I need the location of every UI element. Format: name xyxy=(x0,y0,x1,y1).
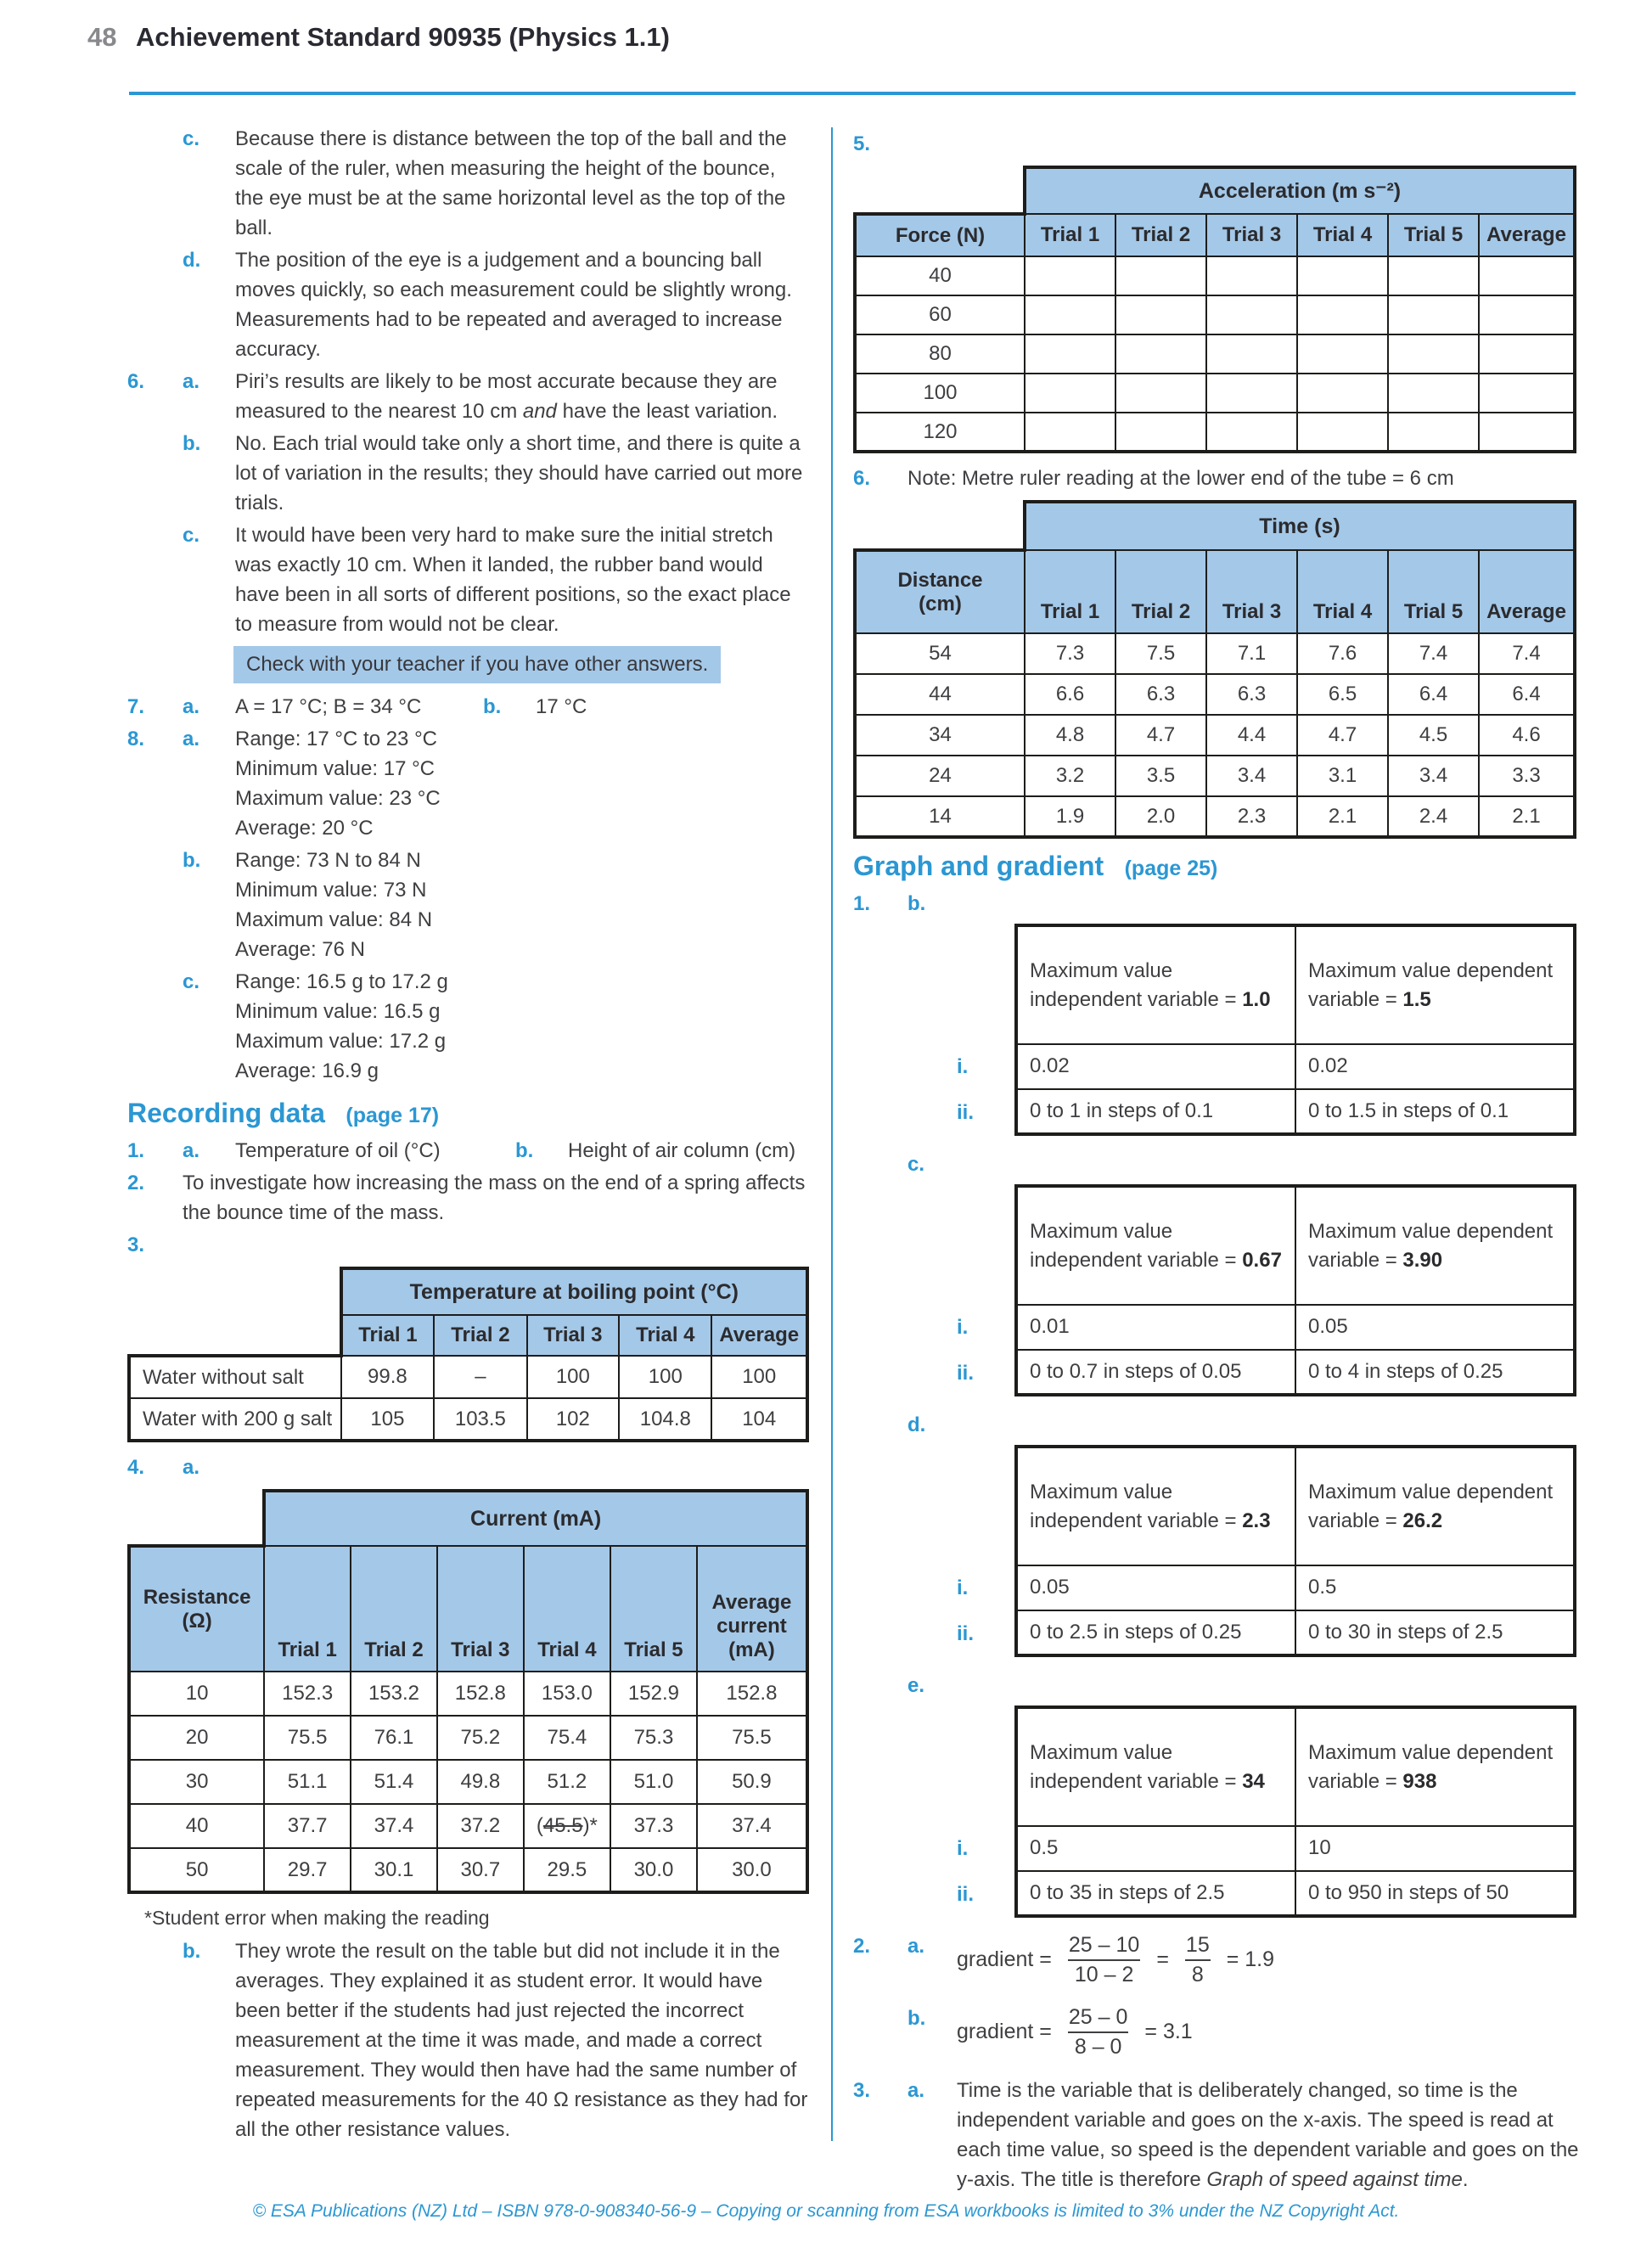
column-header: Trial 5 xyxy=(1388,214,1479,256)
column-header: Trial 5 xyxy=(1388,550,1479,633)
table-cell: 0.01 xyxy=(1016,1305,1295,1349)
table-cell: 6.3 xyxy=(1115,674,1206,715)
table-cell: 10 xyxy=(1295,1826,1575,1870)
column-header: Trial 5 xyxy=(610,1546,697,1672)
column-header: Average current (mA) xyxy=(697,1546,807,1672)
empty-cell xyxy=(1388,374,1479,413)
empty-cell xyxy=(1115,374,1206,413)
section-heading xyxy=(127,1098,809,1129)
empty-cell xyxy=(1479,334,1575,374)
empty-cell xyxy=(1388,334,1479,374)
table-cell: Maximum value independent variable = 34 xyxy=(1016,1707,1295,1826)
table-cell: 153.2 xyxy=(351,1672,437,1716)
table-cell: 2.1 xyxy=(1297,796,1388,837)
row-label: 54 xyxy=(855,633,1025,674)
row-header: Force (N) xyxy=(855,214,1025,256)
time-table xyxy=(853,500,1576,839)
column-divider xyxy=(831,127,833,2141)
answer-item xyxy=(853,1149,1579,1179)
table-footnote: *Student error when making the reading xyxy=(144,1907,490,1929)
answer-item xyxy=(853,464,1579,493)
table-cell: 75.5 xyxy=(264,1716,351,1760)
answer-text: Note: Metre ruler reading at the lower end of the tube = 6 cm xyxy=(907,467,1454,490)
answer-text: Because there is distance between the top of the ball and the scale of the ruler, when measuring the height of the bounce, the eye must be at the same horizontal level as the top of the ball. xyxy=(235,127,787,239)
answer-text: It would have been very hard to make sure the initial stretch was exactly 10 cm. When it landed, the rubber band would have been in all sorts of different positions, so the exact place to measure from would not be clear. xyxy=(235,524,791,636)
answer-text: Time is the variable that is deliberately changed, so time is the independent variable and goes on the x-axis. The speed is read at each time value, so speed is the dependent variable and goes on the y-axis. The title is therefore Graph of speed against time. xyxy=(957,2079,1579,2191)
table-title: Time (s) xyxy=(1025,502,1575,550)
empty-cell xyxy=(1297,374,1388,413)
table-cell: 103.5 xyxy=(434,1398,526,1441)
answer-letter: a. xyxy=(907,2079,925,2102)
table-cell: 0.02 xyxy=(1295,1044,1575,1088)
current-table xyxy=(127,1489,809,1894)
table-cell: 105 xyxy=(341,1398,435,1441)
answer-text: They wrote the result on the table but did not include it in the averages. They explained it as student error. It would have been better if the students had just rejected the incorrect measurement at the time it was made, and made a correct measurement. They would then have had the same number of repeated measurements for the 40 Ω resistance as they had for all the other resistance values. xyxy=(235,1940,808,2141)
empty-cell xyxy=(1479,413,1575,452)
row-label: 120 xyxy=(855,413,1025,452)
table-cell: 4.7 xyxy=(1297,715,1388,756)
answer-item xyxy=(127,724,809,843)
column-header: Average xyxy=(1479,214,1575,256)
row-label: 40 xyxy=(129,1804,264,1848)
answer-letter: a. xyxy=(183,370,200,393)
row-label: 20 xyxy=(129,1716,264,1760)
table-cell: Maximum value independent variable = 2.3 xyxy=(1016,1447,1295,1565)
table-cell: 0.05 xyxy=(1016,1565,1295,1610)
answer-letter: b. xyxy=(183,1940,201,1963)
answer-letter: c. xyxy=(183,524,200,547)
table-cell: 0.05 xyxy=(1295,1305,1575,1349)
empty-cell xyxy=(1206,256,1297,295)
answer-item xyxy=(853,1931,1579,1988)
row-label: 44 xyxy=(855,674,1025,715)
column-header: Average xyxy=(711,1315,807,1356)
empty-cell xyxy=(1025,334,1115,374)
table-cell: 3.4 xyxy=(1206,756,1297,796)
section-heading xyxy=(853,851,1579,882)
table-cell: 7.4 xyxy=(1388,633,1479,674)
table-cell: 0 to 1 in steps of 0.1 xyxy=(1016,1089,1295,1134)
answer-item xyxy=(127,1136,809,1166)
column-header: Trial 2 xyxy=(351,1546,437,1672)
table-cell: 4.6 xyxy=(1479,715,1575,756)
answer-text: A = 17 °C; B = 34 °C xyxy=(235,695,422,718)
column-header: Trial 1 xyxy=(341,1315,435,1356)
table-cell: 50.9 xyxy=(697,1760,807,1804)
column-header: Trial 3 xyxy=(437,1546,524,1672)
empty-cell xyxy=(1115,413,1206,452)
table-cell: 7.1 xyxy=(1206,633,1297,674)
empty-cell xyxy=(1297,413,1388,452)
roman-label: ii. xyxy=(957,1622,975,1645)
table-cell: 75.5 xyxy=(697,1716,807,1760)
table-cell: 6.3 xyxy=(1206,674,1297,715)
max-value-table xyxy=(957,924,1579,1136)
empty-cell xyxy=(1297,295,1388,334)
question-number: 2. xyxy=(127,1172,145,1194)
table-cell: 7.6 xyxy=(1297,633,1388,674)
row-label: 10 xyxy=(129,1672,264,1716)
max-value-table xyxy=(957,1184,1579,1396)
roman-label: i. xyxy=(957,1316,969,1339)
table-cell: 152.8 xyxy=(697,1672,807,1716)
table-cell: 75.4 xyxy=(524,1716,610,1760)
table-cell: 0 to 2.5 in steps of 0.25 xyxy=(1016,1610,1295,1655)
table-cell: 0.5 xyxy=(1016,1826,1295,1870)
table-cell: 100 xyxy=(711,1356,807,1398)
question-number: 3. xyxy=(127,1233,145,1256)
answer-text: Piri’s results are likely to be most accurate because they are measured to the nearest 10 cm and have the least variation. xyxy=(235,370,778,423)
column-header: Trial 2 xyxy=(434,1315,526,1356)
row-label: 100 xyxy=(855,374,1025,413)
empty-cell xyxy=(1388,295,1479,334)
page-title: Achievement Standard 90935 (Physics 1.1) xyxy=(136,22,670,52)
row-header: Distance (cm) xyxy=(855,550,1025,633)
column-header: Trial 1 xyxy=(264,1546,351,1672)
answer-item xyxy=(127,1168,809,1228)
column-header: Trial 2 xyxy=(1115,214,1206,256)
roman-label: ii. xyxy=(957,1101,975,1124)
row-header: Resistance (Ω) xyxy=(129,1546,264,1672)
table-cell: 51.0 xyxy=(610,1760,697,1804)
question-number: 4. xyxy=(127,1456,145,1479)
answer-item xyxy=(853,2003,1579,2060)
empty-cell xyxy=(1025,374,1115,413)
question-number: 5. xyxy=(853,132,871,155)
table-title: Temperature at boiling point (°C) xyxy=(341,1268,807,1315)
empty-cell xyxy=(1025,413,1115,452)
table-cell: 7.3 xyxy=(1025,633,1115,674)
column-header: Trial 4 xyxy=(619,1315,711,1356)
column-header: Trial 3 xyxy=(1206,214,1297,256)
roman-label: ii. xyxy=(957,1883,975,1906)
answer-item xyxy=(127,1936,809,2144)
answer-item xyxy=(853,2076,1579,2194)
table-cell: 7.5 xyxy=(1115,633,1206,674)
question-number: 3. xyxy=(853,2079,871,2102)
answer-item xyxy=(127,520,809,639)
table-cell: Maximum value independent variable = 1.0 xyxy=(1016,925,1295,1044)
table-cell: 4.8 xyxy=(1025,715,1115,756)
boiling-point-table xyxy=(127,1267,809,1442)
row-label: 24 xyxy=(855,756,1025,796)
acceleration-table xyxy=(853,166,1576,453)
column-header: Average xyxy=(1479,550,1575,633)
section-title: Recording data xyxy=(127,1098,325,1128)
question-number: 6. xyxy=(853,467,871,490)
table-cell: 2.1 xyxy=(1479,796,1575,837)
table-cell: 0 to 30 in steps of 2.5 xyxy=(1295,1610,1575,1655)
answer-text: No. Each trial would take only a short time, and there is quite a lot of variation in the results; they should have carried out more trials. xyxy=(235,432,803,514)
answer-item xyxy=(127,124,809,243)
answer-item xyxy=(127,967,809,1086)
answer-item xyxy=(127,367,809,426)
answer-item xyxy=(127,429,809,518)
table-cell: 3.4 xyxy=(1388,756,1479,796)
roman-label: ii. xyxy=(957,1362,975,1385)
column-header: Trial 4 xyxy=(1297,550,1388,633)
answer-item xyxy=(127,1230,809,1260)
answer-text: Height of air column (cm) xyxy=(568,1139,796,1162)
row-label: 40 xyxy=(855,256,1025,295)
table-cell: 29.5 xyxy=(524,1848,610,1892)
table-cell: 0.02 xyxy=(1016,1044,1295,1088)
answer-letter: a. xyxy=(183,695,200,718)
empty-cell xyxy=(1388,413,1479,452)
table-cell: 102 xyxy=(527,1398,620,1441)
table-cell: 75.3 xyxy=(610,1716,697,1760)
answer-text: Temperature of oil (°C) xyxy=(235,1139,441,1162)
question-number: 6. xyxy=(127,370,145,393)
answer-letter: d. xyxy=(907,1413,926,1436)
row-label: Water without salt xyxy=(129,1356,341,1398)
roman-label: i. xyxy=(957,1837,969,1860)
column-header: Trial 3 xyxy=(527,1315,620,1356)
answer-letter: c. xyxy=(907,1153,925,1176)
table-cell: 100 xyxy=(527,1356,620,1398)
table-cell: 3.2 xyxy=(1025,756,1115,796)
column-header: Trial 3 xyxy=(1206,550,1297,633)
section-page-ref: (page 25) xyxy=(1124,857,1218,880)
answer-item xyxy=(127,692,809,722)
answer-letter: b. xyxy=(483,695,502,718)
table-cell: Maximum value dependent variable = 26.2 xyxy=(1295,1447,1575,1565)
answer-item xyxy=(127,245,809,364)
answer-item xyxy=(853,129,1579,159)
table-cell: 153.0 xyxy=(524,1672,610,1716)
row-label: 80 xyxy=(855,334,1025,374)
teacher-check-note: Check with your teacher if you have other answers. xyxy=(233,646,721,683)
answer-item xyxy=(853,1410,1579,1440)
answer-letter: a. xyxy=(183,728,200,750)
page-number: 48 xyxy=(87,22,117,52)
header-rule xyxy=(129,92,1576,95)
table-cell: 49.8 xyxy=(437,1760,524,1804)
empty-cell xyxy=(1025,256,1115,295)
question-number: 1. xyxy=(127,1139,145,1162)
table-cell: 30.0 xyxy=(610,1848,697,1892)
table-cell: 30.1 xyxy=(351,1848,437,1892)
table-cell: 99.8 xyxy=(341,1356,435,1398)
table-cell: 75.2 xyxy=(437,1716,524,1760)
answer-text: Range: 16.5 g to 17.2 g Minimum value: 16.5 g Maximum value: 17.2 g Average: 16.9 g xyxy=(235,970,448,1082)
table-cell: Maximum value dependent variable = 3.90 xyxy=(1295,1186,1575,1305)
empty-cell xyxy=(1206,374,1297,413)
empty-cell xyxy=(1479,295,1575,334)
table-cell: 1.9 xyxy=(1025,796,1115,837)
table-cell-rejected-value: (45.5)* xyxy=(524,1804,610,1848)
row-label: 14 xyxy=(855,796,1025,837)
empty-cell xyxy=(1206,334,1297,374)
empty-cell xyxy=(1297,334,1388,374)
table-cell: 0.5 xyxy=(1295,1565,1575,1610)
answer-letter: a. xyxy=(183,1456,200,1479)
table-cell: 4.5 xyxy=(1388,715,1479,756)
answer-item xyxy=(853,1671,1579,1700)
table-cell: 6.6 xyxy=(1025,674,1115,715)
answer-letter: b. xyxy=(907,892,926,915)
empty-cell xyxy=(1206,413,1297,452)
left-column xyxy=(127,124,809,2147)
table-cell: 3.1 xyxy=(1297,756,1388,796)
table-cell: 51.2 xyxy=(524,1760,610,1804)
table-cell: 76.1 xyxy=(351,1716,437,1760)
row-label: 30 xyxy=(129,1760,264,1804)
column-header: Trial 1 xyxy=(1025,550,1115,633)
table-cell: 0 to 950 in steps of 50 xyxy=(1295,1871,1575,1916)
table-cell: 6.4 xyxy=(1479,674,1575,715)
empty-cell xyxy=(1025,295,1115,334)
section-title: Graph and gradient xyxy=(853,851,1104,881)
table-cell: 30.7 xyxy=(437,1848,524,1892)
empty-cell xyxy=(1388,256,1479,295)
table-cell: 37.2 xyxy=(437,1804,524,1848)
column-header: Trial 2 xyxy=(1115,550,1206,633)
copyright-footer: © ESA Publications (NZ) Ltd – ISBN 978-0-908340-56-9 – Copying or scanning from ESA workbooks is limited to 3% under the NZ Copyright Act. xyxy=(252,2201,1400,2221)
table-cell: 100 xyxy=(619,1356,711,1398)
empty-cell xyxy=(1479,374,1575,413)
section-page-ref: (page 17) xyxy=(346,1104,440,1127)
empty-cell xyxy=(1115,295,1206,334)
column-header: Trial 4 xyxy=(1297,214,1388,256)
max-value-table xyxy=(957,1705,1579,1918)
table-cell: 0 to 35 in steps of 2.5 xyxy=(1016,1871,1295,1916)
table-cell: 29.7 xyxy=(264,1848,351,1892)
empty-cell xyxy=(1479,256,1575,295)
row-label: 60 xyxy=(855,295,1025,334)
empty-cell xyxy=(1297,256,1388,295)
answer-letter: c. xyxy=(183,970,200,993)
table-cell: 2.0 xyxy=(1115,796,1206,837)
row-label: Water with 200 g salt xyxy=(129,1398,341,1441)
table-cell: 152.3 xyxy=(264,1672,351,1716)
answer-letter: b. xyxy=(183,849,201,872)
answer-letter: a. xyxy=(183,1139,200,1162)
answer-item xyxy=(853,889,1579,919)
table-title: Current (mA) xyxy=(264,1491,807,1546)
question-number: 1. xyxy=(853,892,871,915)
table-cell: Maximum value independent variable = 0.67 xyxy=(1016,1186,1295,1305)
table-cell: 104.8 xyxy=(619,1398,711,1441)
answer-text: Range: 73 N to 84 N Minimum value: 73 N Maximum value: 84 N Average: 76 N xyxy=(235,849,433,961)
table-cell: 6.5 xyxy=(1297,674,1388,715)
table-cell: 7.4 xyxy=(1479,633,1575,674)
table-cell: 0 to 4 in steps of 0.25 xyxy=(1295,1350,1575,1395)
answer-text: To investigate how increasing the mass on the end of a spring affects the bounce time of the mass. xyxy=(183,1172,806,1224)
table-cell: 37.4 xyxy=(697,1804,807,1848)
empty-cell xyxy=(1115,256,1206,295)
table-cell: 152.8 xyxy=(437,1672,524,1716)
table-cell: 3.3 xyxy=(1479,756,1575,796)
answer-letter: a. xyxy=(907,1935,925,1958)
table-cell: 6.4 xyxy=(1388,674,1479,715)
roman-label: i. xyxy=(957,1055,969,1078)
answer-item xyxy=(127,1453,809,1482)
table-cell: 0 to 1.5 in steps of 0.1 xyxy=(1295,1089,1575,1134)
table-cell: Maximum value dependent variable = 1.5 xyxy=(1295,925,1575,1044)
column-header: Trial 4 xyxy=(524,1546,610,1672)
table-cell: 51.1 xyxy=(264,1760,351,1804)
table-cell: 51.4 xyxy=(351,1760,437,1804)
table-cell: 2.4 xyxy=(1388,796,1479,837)
table-cell: 37.7 xyxy=(264,1804,351,1848)
question-number: 8. xyxy=(127,728,145,750)
answer-letter: b. xyxy=(907,2007,926,2030)
answer-text: Range: 17 °C to 23 °C Minimum value: 17 °C Maximum value: 23 °C Average: 20 °C xyxy=(235,728,441,840)
table-cell: 104 xyxy=(711,1398,807,1441)
table-cell: 37.3 xyxy=(610,1804,697,1848)
table-cell: 0 to 0.7 in steps of 0.05 xyxy=(1016,1350,1295,1395)
answer-text: 17 °C xyxy=(536,695,587,718)
empty-cell xyxy=(1206,295,1297,334)
answer-letter: d. xyxy=(183,249,201,272)
max-value-table xyxy=(957,1445,1579,1657)
gradient-equation: gradient = $\frac{25 - 0}{8 - 0}$ = 3.1 xyxy=(957,2003,1579,2060)
table-cell: 30.0 xyxy=(697,1848,807,1892)
answer-text: The position of the eye is a judgement and a bouncing ball moves quickly, so each measurement could be slightly wrong. Measurements had to be repeated and averaged to increase accuracy. xyxy=(235,249,792,361)
table-cell: 2.3 xyxy=(1206,796,1297,837)
table-cell: 4.4 xyxy=(1206,715,1297,756)
table-cell: 152.9 xyxy=(610,1672,697,1716)
answer-letter: b. xyxy=(183,432,201,455)
table-cell: 37.4 xyxy=(351,1804,437,1848)
question-number: 2. xyxy=(853,1935,871,1958)
row-label: 50 xyxy=(129,1848,264,1892)
answer-letter: b. xyxy=(515,1139,534,1162)
table-cell: 4.7 xyxy=(1115,715,1206,756)
right-column xyxy=(853,129,1579,2197)
table-cell: – xyxy=(434,1356,526,1398)
table-cell: Maximum value dependent variable = 938 xyxy=(1295,1707,1575,1826)
answer-item xyxy=(127,846,809,964)
table-title: Acceleration (m s⁻²) xyxy=(1025,167,1575,214)
empty-cell xyxy=(1115,334,1206,374)
answer-letter: e. xyxy=(907,1674,925,1697)
question-number: 7. xyxy=(127,695,145,718)
gradient-equation: gradient = $\frac{25 - 10}{10 - 2}$ = $\frac{15}{8}$ = 1.9 xyxy=(957,1931,1579,1988)
roman-label: i. xyxy=(957,1576,969,1599)
row-label: 34 xyxy=(855,715,1025,756)
column-header: Trial 1 xyxy=(1025,214,1115,256)
table-cell: 3.5 xyxy=(1115,756,1206,796)
answer-letter: c. xyxy=(183,127,200,150)
